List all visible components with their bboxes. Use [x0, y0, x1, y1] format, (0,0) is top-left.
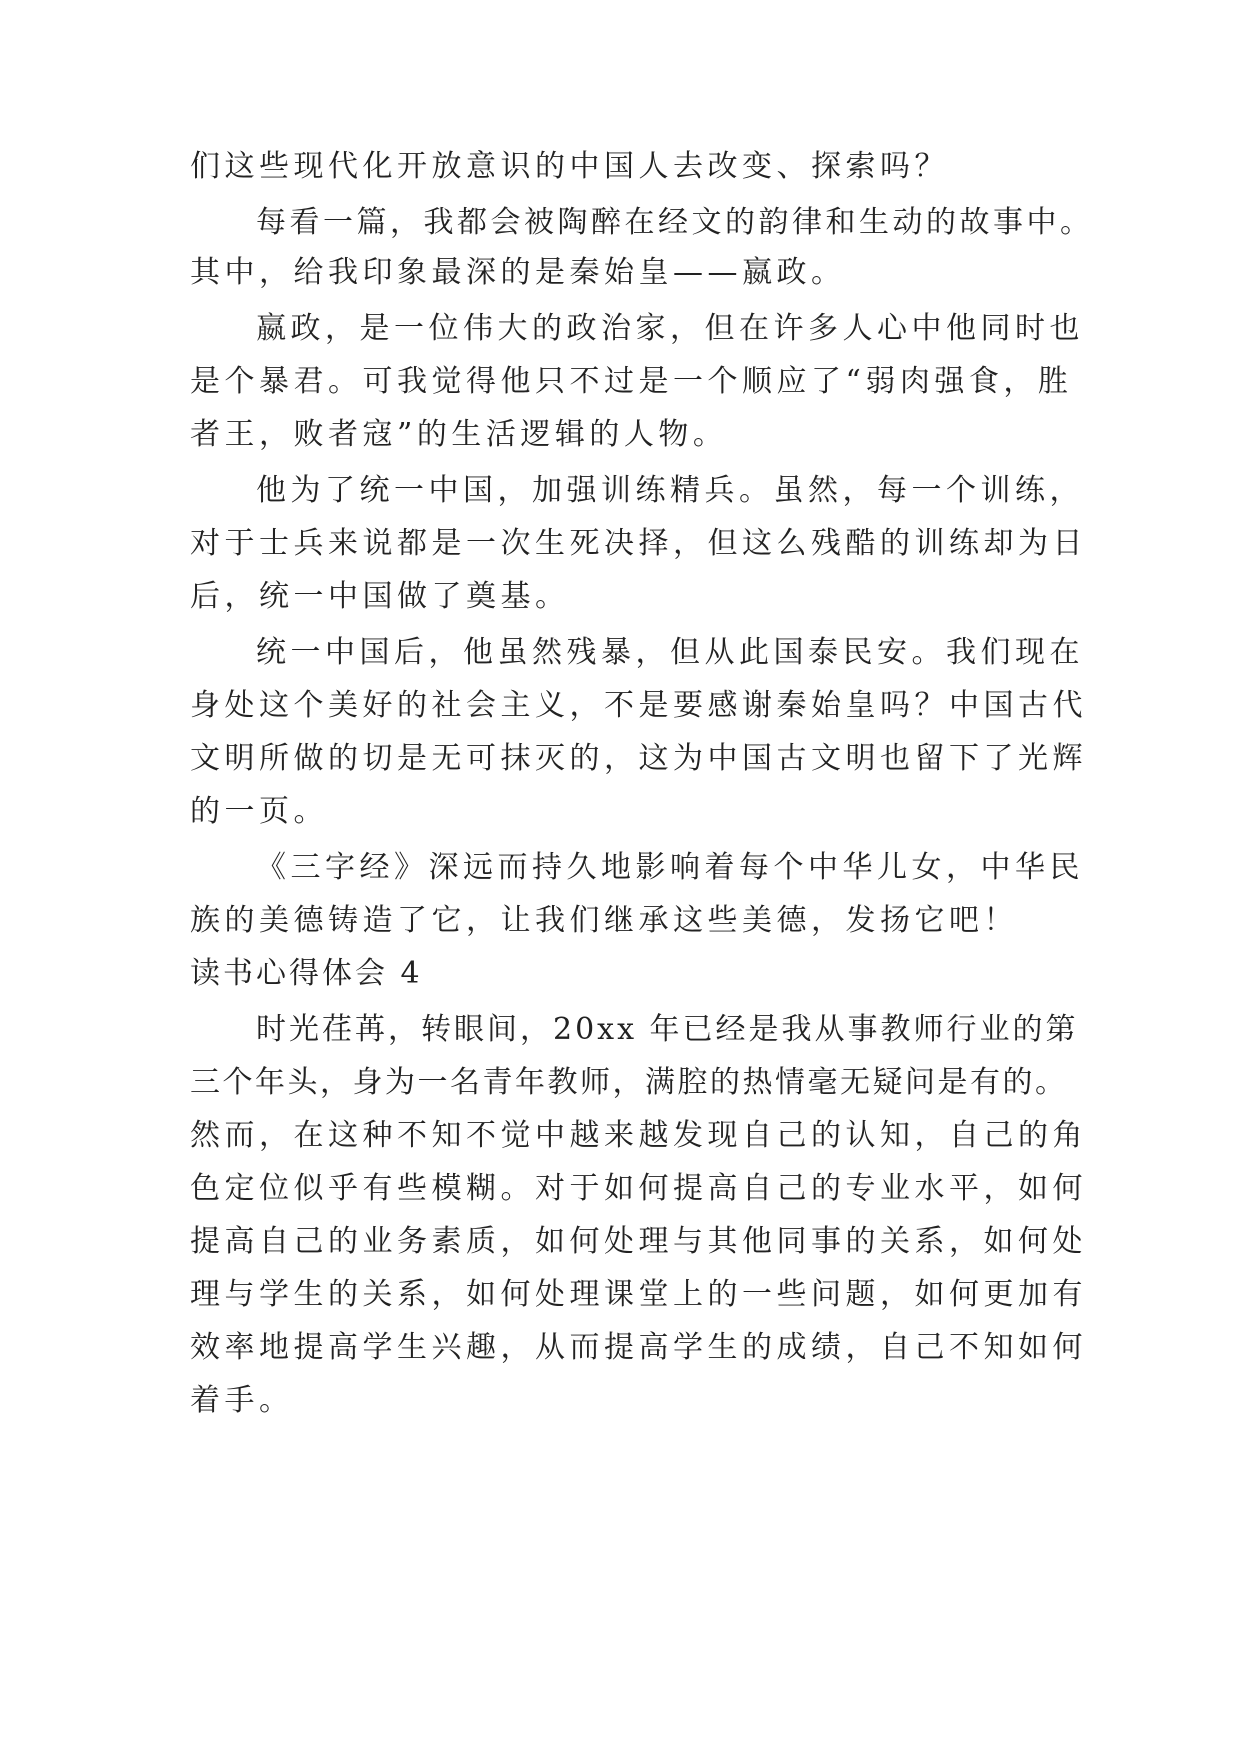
text-line: 其中，给我印象最深的是秦始皇——嬴政。 — [190, 255, 846, 290]
text-line: 是个暴君。可我觉得他只不过是一个顺应了“弱肉强食，胜 — [190, 364, 1073, 399]
section-heading: 读书心得体会 4 — [190, 956, 423, 991]
text-line: 者王，败者寇”的生活逻辑的人物。 — [190, 417, 728, 452]
text-line: 理与学生的关系，如何处理课堂上的一些问题，如何更加有 — [190, 1277, 1087, 1312]
paragraph-first-line: 《三字经》深远而持久地影响着每个中华儿女，中华民 — [256, 850, 1084, 885]
text-line: 族的美德铸造了它，让我们继承这些美德，发扬它吧！ — [190, 903, 1018, 938]
text-line: 提高自己的业务素质，如何处理与其他同事的关系，如何处 — [190, 1224, 1087, 1259]
paragraph-first-line: 时光荏苒，转眼间，20xx 年已经是我从事教师行业的第 — [256, 1012, 1079, 1047]
text-line: 然而，在这种不知不觉中越来越发现自己的认知，自己的角 — [190, 1118, 1087, 1153]
text-line: 的一页。 — [190, 794, 328, 829]
text-line: 们这些现代化开放意识的中国人去改变、探索吗？ — [190, 149, 949, 184]
text-line: 文明所做的切是无可抹灭的，这为中国古文明也留下了光辉 — [190, 741, 1087, 776]
text-line: 身处这个美好的社会主义，不是要感谢秦始皇吗？中国古代 — [190, 688, 1087, 723]
paragraph-first-line: 统一中国后，他虽然残暴，但从此国泰民安。我们现在 — [256, 635, 1084, 670]
paragraph-first-line: 嬴政，是一位伟大的政治家，但在许多人心中他同时也 — [256, 311, 1084, 346]
text-line: 着手。 — [190, 1383, 294, 1418]
text-line: 效率地提高学生兴趣，从而提高学生的成绩，自己不知如何 — [190, 1330, 1087, 1365]
text-line: 后，统一中国做了奠基。 — [190, 579, 570, 614]
text-line: 色定位似乎有些模糊。对于如何提高自己的专业水平，如何 — [190, 1171, 1087, 1206]
paragraph-first-line: 他为了统一中国，加强训练精兵。虽然，每一个训练， — [256, 473, 1084, 508]
text-line: 对于士兵来说都是一次生死决择，但这么残酷的训练却为日 — [190, 526, 1087, 561]
text-line: 三个年头，身为一名青年教师，满腔的热情毫无疑问是有的。 — [190, 1065, 1068, 1100]
paragraph-first-line: 每看一篇，我都会被陶醉在经文的韵律和生动的故事中。 — [256, 205, 1094, 240]
